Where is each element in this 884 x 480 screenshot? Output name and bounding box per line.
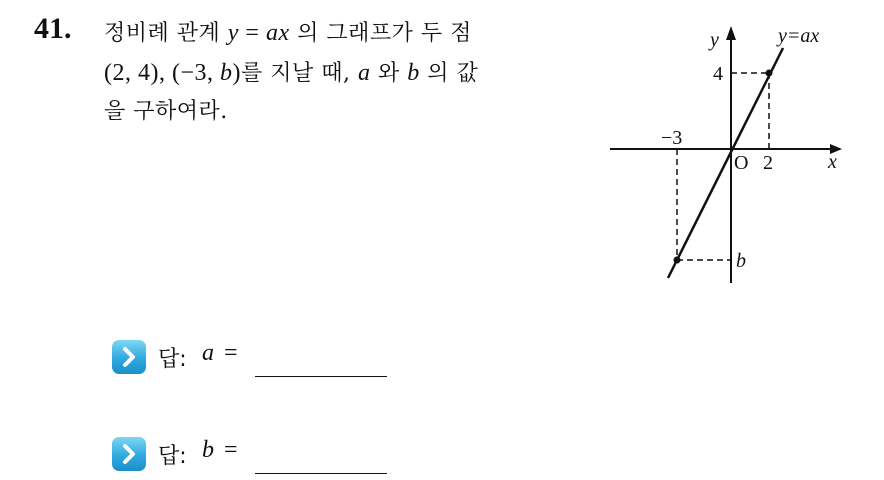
chevron-right-icon: [112, 340, 146, 374]
x-axis-label: x: [828, 151, 837, 173]
answer-variable: b: [202, 437, 214, 463]
answer-blank-a[interactable]: [255, 376, 387, 377]
question-text-line-3: 을 구하여라.: [104, 99, 228, 124]
y-tick-4: 4: [713, 63, 723, 85]
answer-label: 답:: [158, 347, 187, 372]
answer-equals: =: [224, 340, 238, 366]
chevron-right-icon: [112, 437, 146, 471]
y-tick-b: b: [736, 250, 746, 272]
question-text-line-1: 정비례 관계 y = ax 의 그래프가 두 점: [104, 20, 472, 46]
answer-label: 답:: [158, 444, 187, 469]
x-tick-2: 2: [763, 152, 773, 174]
equation-label: y=ax: [778, 25, 820, 47]
question-text-line-2: (2, 4), (−3, b)를 지날 때, a 와 b 의 값: [104, 60, 479, 86]
answer-equals: =: [224, 437, 238, 463]
coordinate-graph: [600, 18, 860, 288]
answer-blank-b[interactable]: [255, 473, 387, 474]
question-number: 41.: [34, 12, 72, 45]
origin-label: O: [734, 152, 749, 174]
x-tick-neg3: −3: [661, 127, 683, 149]
point-neg3-b: [674, 257, 681, 264]
y-axis-arrow: [726, 26, 736, 40]
y-axis-label: y: [710, 29, 719, 51]
point-2-4: [766, 70, 773, 77]
answer-variable: a: [202, 340, 214, 366]
